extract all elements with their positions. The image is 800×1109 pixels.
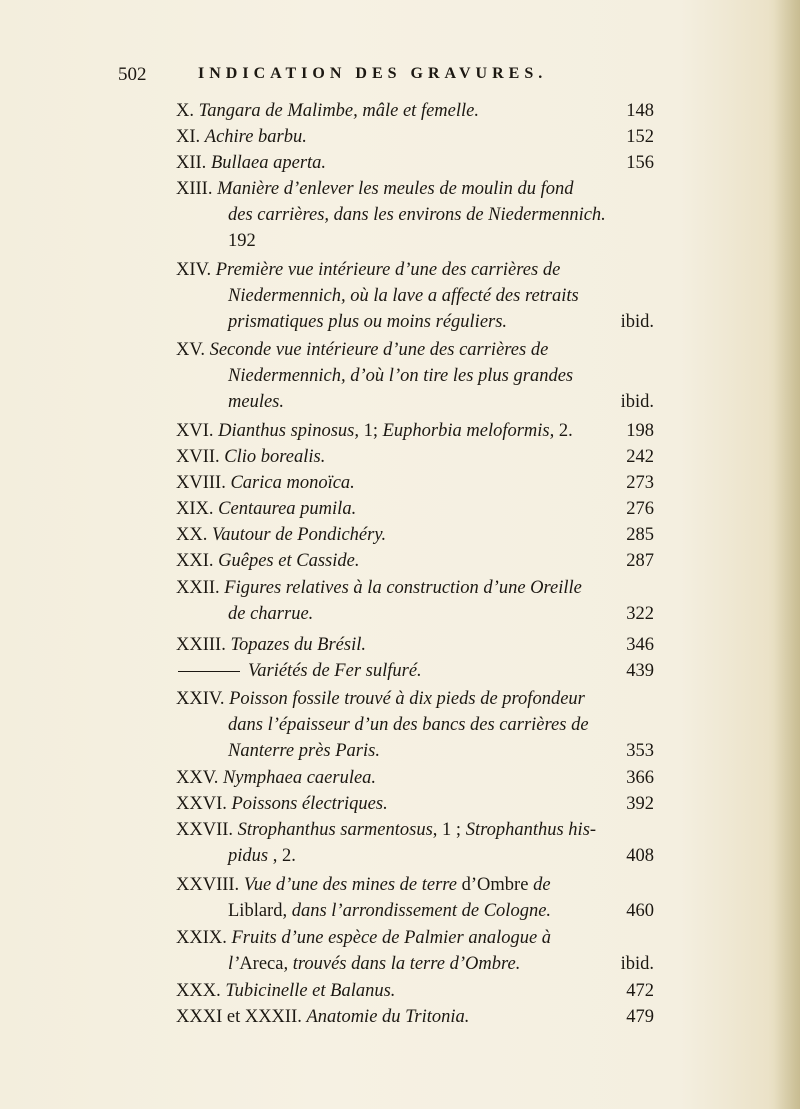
plate-page: 152 xyxy=(626,127,654,147)
list-item xyxy=(176,548,654,574)
list-item xyxy=(176,522,654,548)
plate-number: XII. xyxy=(176,153,211,173)
plate-title: Clio borealis. xyxy=(224,447,326,467)
plate-title-fig: 1; xyxy=(358,421,383,441)
plate-number: XVI. xyxy=(176,421,219,441)
plate-title: Tangara de Malimbe, mâle et femelle. xyxy=(198,101,479,121)
plate-page: 472 xyxy=(626,981,654,1001)
list-item-continuation xyxy=(228,389,654,415)
plate-title: Euphorbia meloformis, xyxy=(382,421,555,441)
plate-title: Strophanthus his- xyxy=(465,820,597,840)
plate-number: XXI. xyxy=(176,551,219,571)
plate-page: 322 xyxy=(626,604,654,624)
list-item-continuation xyxy=(228,951,654,977)
plate-title-cont: de charrue. xyxy=(228,604,314,624)
plate-number: XVII. xyxy=(176,447,225,467)
plate-page: 156 xyxy=(626,153,654,173)
list-item xyxy=(176,686,654,712)
list-item xyxy=(176,176,654,202)
list-item xyxy=(176,98,654,124)
list-item-continuation xyxy=(228,738,654,764)
plate-number: XXVIII. xyxy=(176,875,244,895)
plate-number: XX. xyxy=(176,525,212,545)
plate-title: Achire barbu. xyxy=(204,127,307,147)
plate-page: 192 xyxy=(228,231,256,251)
list-item-continuation xyxy=(228,309,654,335)
plate-number: XXX. xyxy=(176,981,226,1001)
list-item-continuation xyxy=(228,228,654,254)
plate-page: 439 xyxy=(626,661,654,681)
plate-title-roman: d’Ombre xyxy=(457,875,534,895)
plate-page: 346 xyxy=(626,635,654,655)
plate-number: X. xyxy=(176,101,199,121)
list-item xyxy=(176,765,654,791)
ditto-dash xyxy=(178,671,240,672)
plate-title: de xyxy=(533,875,551,895)
plate-title-cont: meules. xyxy=(228,392,284,412)
plate-number: XIX. xyxy=(176,499,219,519)
plate-title-fig: 2. xyxy=(554,421,573,441)
plate-number: XXIII. xyxy=(176,635,231,655)
plate-page: 285 xyxy=(626,525,654,545)
plate-title: Centaurea pumila. xyxy=(218,499,357,519)
plate-title: Fruits d’une espèce de Palmier analogue à xyxy=(231,928,552,948)
plate-title-cont: l’ xyxy=(228,954,240,974)
plate-title: Vue d’une des mines de terre xyxy=(243,875,458,895)
plate-page: 408 xyxy=(626,846,654,866)
list-item xyxy=(176,817,654,843)
page-number: 502 xyxy=(118,64,147,85)
list-item-continuation xyxy=(228,712,654,738)
plate-page: 366 xyxy=(626,768,654,788)
plate-title: Guêpes et Casside. xyxy=(218,551,360,571)
plate-number: XXIV. xyxy=(176,689,230,709)
plate-number: XIII. xyxy=(176,179,218,199)
plate-title: Poissons électriques. xyxy=(231,794,388,814)
plate-number: XXII. xyxy=(176,578,225,598)
list-item-continuation xyxy=(228,283,654,309)
plate-page: 273 xyxy=(626,473,654,493)
plate-number: XXVII. xyxy=(176,820,238,840)
plate-number: XI. xyxy=(176,127,205,147)
list-item xyxy=(176,575,654,601)
plate-number: XVIII. xyxy=(176,473,231,493)
plate-title: Figures relatives à la construction d’une Oreille xyxy=(224,578,582,598)
plate-page: 479 xyxy=(626,1007,654,1027)
plate-title: Manière d’enlever les meules de moulin du fond xyxy=(217,179,574,199)
list-item xyxy=(176,337,654,363)
plate-number: XXIX. xyxy=(176,928,232,948)
plate-title: Seconde vue intérieure d’une des carrières de xyxy=(209,340,549,360)
plate-title-roman: Areca xyxy=(239,954,284,974)
plate-number: XXXI et XXXII. xyxy=(176,1007,307,1027)
list-item xyxy=(176,496,654,522)
plate-page: 242 xyxy=(626,447,654,467)
plate-title-cont: Niedermennich, d’où l’on tire les plus grandes xyxy=(228,366,574,386)
list-item xyxy=(176,791,654,817)
plate-page: ibid. xyxy=(620,954,654,974)
plate-page: ibid. xyxy=(620,312,654,332)
plate-title: Anatomie du Tritonia. xyxy=(306,1007,470,1027)
plate-page: 287 xyxy=(626,551,654,571)
list-item xyxy=(176,418,654,444)
plate-title-fig: , 1 ; xyxy=(432,820,466,840)
plate-title-cont: des carrières, dans les environs de Niedermennich. xyxy=(228,205,606,225)
list-item xyxy=(176,257,654,283)
plate-title: Poisson fossile trouvé à dix pieds de profondeur xyxy=(229,689,585,709)
list-item-continuation xyxy=(228,601,654,627)
plate-title: Variétés de Fer sulfuré. xyxy=(248,661,422,681)
list-item-continuation xyxy=(228,898,654,924)
plate-title: Strophanthus sarmentosus xyxy=(237,820,433,840)
plate-title-cont: dans l’arrondissement de Cologne. xyxy=(291,901,552,921)
plate-page: 198 xyxy=(626,421,654,441)
plate-page: 276 xyxy=(626,499,654,519)
list-item xyxy=(176,124,654,150)
plate-title: Vautour de Pondichéry. xyxy=(211,525,387,545)
plate-title: Bullaea aperta. xyxy=(210,153,327,173)
list-item xyxy=(176,632,654,658)
running-title: INDICATION DES GRAVURES. xyxy=(198,65,548,82)
plate-title: Première vue intérieure d’une des carrières de xyxy=(215,260,561,280)
plate-number: XXV. xyxy=(176,768,223,788)
plate-title: Carica monoïca. xyxy=(230,473,355,493)
plate-title: Dianthus spinosus, xyxy=(218,421,359,441)
list-item-continuation xyxy=(228,843,654,869)
plate-title-cont: dans l’épaisseur d’un des bancs des carrières de xyxy=(228,715,589,735)
plate-title: Topazes du Brésil. xyxy=(230,635,366,655)
plate-title-cont: Nanterre près Paris. xyxy=(228,741,380,761)
list-item xyxy=(176,444,654,470)
list-item xyxy=(176,978,654,1004)
plate-page: 148 xyxy=(626,101,654,121)
plate-number: XXVI. xyxy=(176,794,232,814)
plate-page: 353 xyxy=(626,741,654,761)
list-item xyxy=(176,470,654,496)
list-item-continuation xyxy=(228,363,654,389)
list-item xyxy=(176,872,654,898)
list-item xyxy=(176,1004,654,1030)
plate-title-roman: Liblard, xyxy=(228,901,292,921)
plate-title-cont: Niedermennich, où la lave a affecté des retraits xyxy=(228,286,579,306)
plate-page: ibid. xyxy=(620,392,654,412)
plate-title-cont: pidus xyxy=(228,846,269,866)
plate-page: 460 xyxy=(626,901,654,921)
plate-title: Nymphaea caerulea. xyxy=(222,768,377,788)
plate-number: XV. xyxy=(176,340,210,360)
plate-page: 392 xyxy=(626,794,654,814)
list-item xyxy=(176,925,654,951)
plate-title-cont: prismatiques plus ou moins réguliers. xyxy=(228,312,508,332)
list-item-continuation xyxy=(228,202,654,228)
plate-number: XIV. xyxy=(176,260,216,280)
plate-title: Tubicinelle et Balanus. xyxy=(225,981,396,1001)
list-item xyxy=(176,150,654,176)
plate-title-cont: , trouvés dans la terre d’Ombre. xyxy=(283,954,521,974)
plate-title-fig: , 2. xyxy=(268,846,296,866)
list-item xyxy=(176,658,654,684)
